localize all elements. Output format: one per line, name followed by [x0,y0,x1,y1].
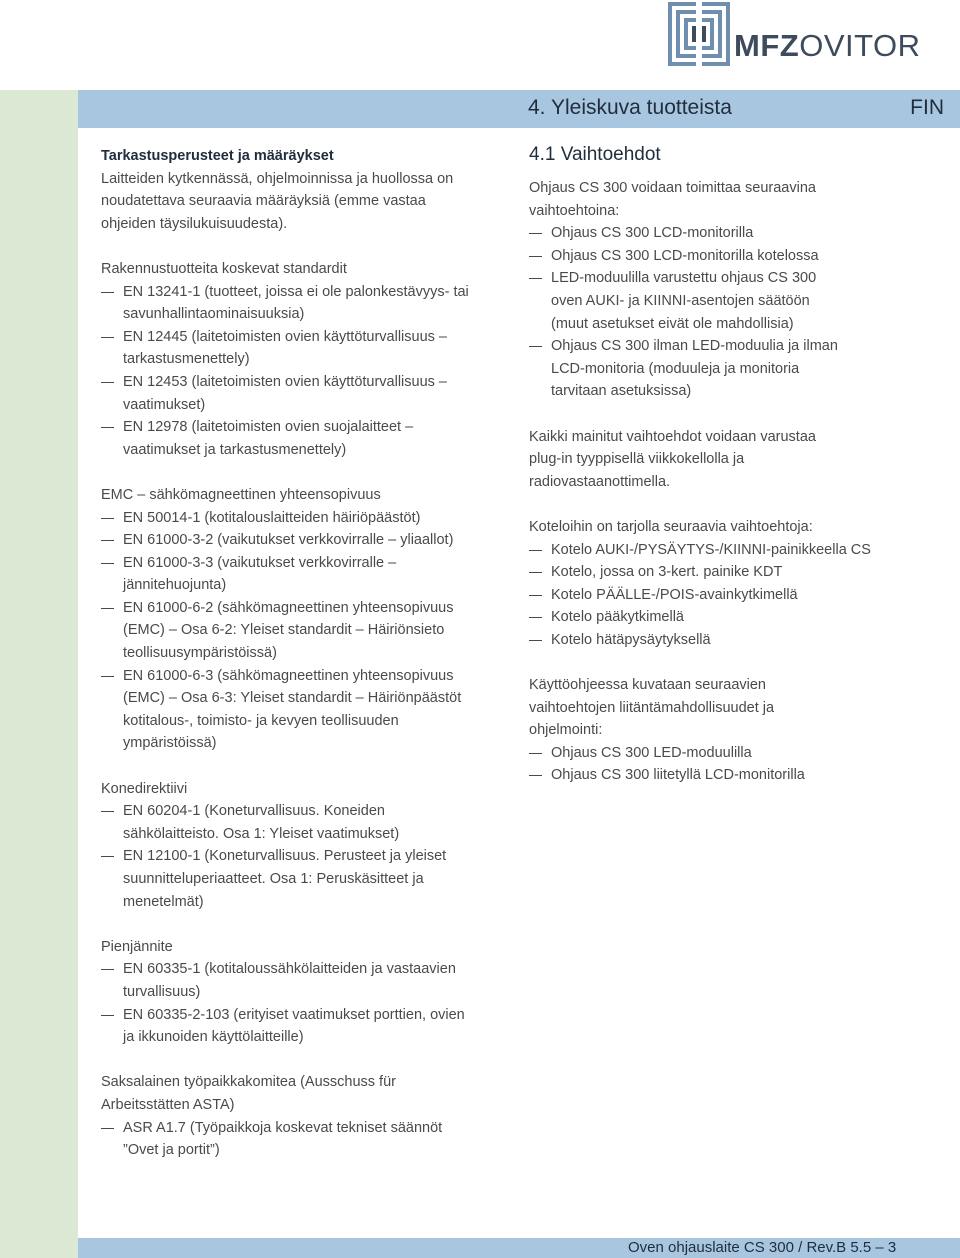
list-item: Ohjaus CS 300 ilman LED-moduulia ja ilman LCD-monitoria (moduuleja ja monitoria tarvitaan asetuksissa) [529,335,849,403]
list-item: Ohjaus CS 300 LCD-monitorilla [529,222,849,245]
logo-mark-icon [668,2,730,66]
list-item: EN 61000-6-2 (sähkömagneettinen yhteensopivuus (EMC) – Osa 6-2: Yleiset standardit – Häiriönsieto teollisuusympäristöissä) [101,597,471,665]
list-item: EN 12453 (laitetoimisten ovien käyttöturvallisuus – vaatimukset) [101,371,471,416]
list-item: EN 13241-1 (tuotteet, joissa ei ole palonkestävyys- tai savunhallintaominaisuuksia) [101,281,471,326]
list-item: Ohjaus CS 300 LCD-monitorilla kotelossa [529,245,849,268]
right-column [529,143,871,810]
standards-group-construction [101,258,471,461]
list-item: Ohjaus CS 300 liitetyllä LCD-monitorilla [529,764,849,787]
list-item: EN 60204-1 (Koneturvallisuus. Koneiden sähkölaitteisto. Osa 1: Yleiset vaatimukset) [101,800,471,845]
section-title: 4. Yleiskuva tuotteista [528,96,732,119]
standards-group-low-voltage [101,936,471,1049]
plugin-note: Kaikki mainitut vaihtoehdot voidaan varustaa plug-in tyyppisellä viikkokellolla ja radiovastaanottimella. [529,428,816,490]
list-item: LED-moduulilla varustettu ohjaus CS 300 oven AUKI- ja KIINNI-asentojen säätöön (muut asetukset eivät ole mahdollisia) [529,267,849,335]
regulations-heading: Tarkastusperusteet ja määräykset [101,148,334,164]
group-title: EMC – sähkömagneettinen yhteensopivuus [101,486,381,503]
logo-text-bold: MFZ [734,28,800,63]
standards-group-emc [101,484,471,755]
standards-group-workplace [101,1071,471,1161]
logo-text-rest: OVITOR [799,28,921,63]
group-title: Saksalainen työpaikkakomitea (Ausschuss für Arbeitsstätten ASTA) [101,1074,396,1113]
list-item: Kotelo pääkytkimellä [529,606,849,629]
list-item: Kotelo, jossa on 3-kert. painike KDT [529,561,849,584]
list-item: EN 61000-3-3 (vaikutukset verkkovirralle – jännitehuojunta) [101,552,471,597]
footer-page-info: Oven ohjauslaite CS 300 / Rev.B 5.5 – 3 [628,1239,897,1256]
language-code: FIN [910,96,944,119]
section-header-band [78,90,960,128]
list-item: Kotelo hätäpysäytyksellä [529,629,849,652]
list-item: Ohjaus CS 300 LED-moduulilla [529,742,849,765]
list-item: EN 61000-6-3 (sähkömagneettinen yhteensopivuus (EMC) – Osa 6-3: Yleiset standardit – Häiriönpäästöt kotitalous-, toimisto- ja kevyen teollisuuden ympäristöissä) [101,665,471,755]
group-title: Konedirektiivi [101,780,188,797]
options-subheading: 4.1 Vaihtoehdot [529,144,661,165]
list-item: EN 12445 (laitetoimisten ovien käyttöturvallisuus – tarkastusmenettely) [101,326,471,371]
options-intro: Ohjaus CS 300 voidaan toimittaa seuraavina vaihtoehtoina: [529,180,816,219]
list-item: EN 61000-3-2 (vaikutukset verkkovirralle – yliaallot) [101,529,471,552]
left-column [101,145,471,1184]
housings-intro: Koteloihin on tarjolla seuraavia vaihtoehtoja: [529,518,813,535]
list-item: EN 50014-1 (kotitalouslaitteiden häiriöpäästöt) [101,507,471,530]
manual-intro: Käyttöohjeessa kuvataan seuraavien vaihtoehtojen liitäntämahdollisuudet ja ohjelmointi: [529,677,775,739]
options-group [529,177,849,403]
list-item: EN 60335-1 (kotitaloussähkölaitteiden ja vastaavien turvallisuus) [101,958,471,1003]
list-item: EN 60335-2-103 (erityiset vaatimukset porttien, ovien ja ikkunoiden käyttölaitteille) [101,1004,471,1049]
list-item: EN 12978 (laitetoimisten ovien suojalaitteet – vaatimukset ja tarkastusmenettely) [101,416,471,461]
manual-scope-group [529,674,849,787]
list-item: EN 12100-1 (Koneturvallisuus. Perusteet ja yleiset suunnitteluperiaatteet. Osa 1: Peruskäsitteet ja menetelmät) [101,845,471,913]
list-item: ASR A1.7 (Työpaikkoja koskevat tekniset säännöt ”Ovet ja portit”) [101,1117,471,1162]
housings-group [529,516,871,652]
company-logo [668,2,921,68]
standards-group-machinery [101,778,471,914]
left-margin-stripe [0,90,78,1258]
regulations-intro: Laitteiden kytkennässä, ohjelmoinnissa ja huollossa on noudatettava seuraavia määräyksiä (emme vastaa ohjeiden täysilukuisuudesta). [101,170,454,232]
group-title: Pienjännite [101,938,173,955]
logo-wordmark [734,28,920,64]
group-title: Rakennustuotteita koskevat standardit [101,260,347,277]
list-item: Kotelo PÄÄLLE-/POIS-avainkytkimellä [529,584,849,607]
list-item: Kotelo AUKI-/PYSÄYTYS-/KIINNI-painikkeella CS [529,539,849,562]
